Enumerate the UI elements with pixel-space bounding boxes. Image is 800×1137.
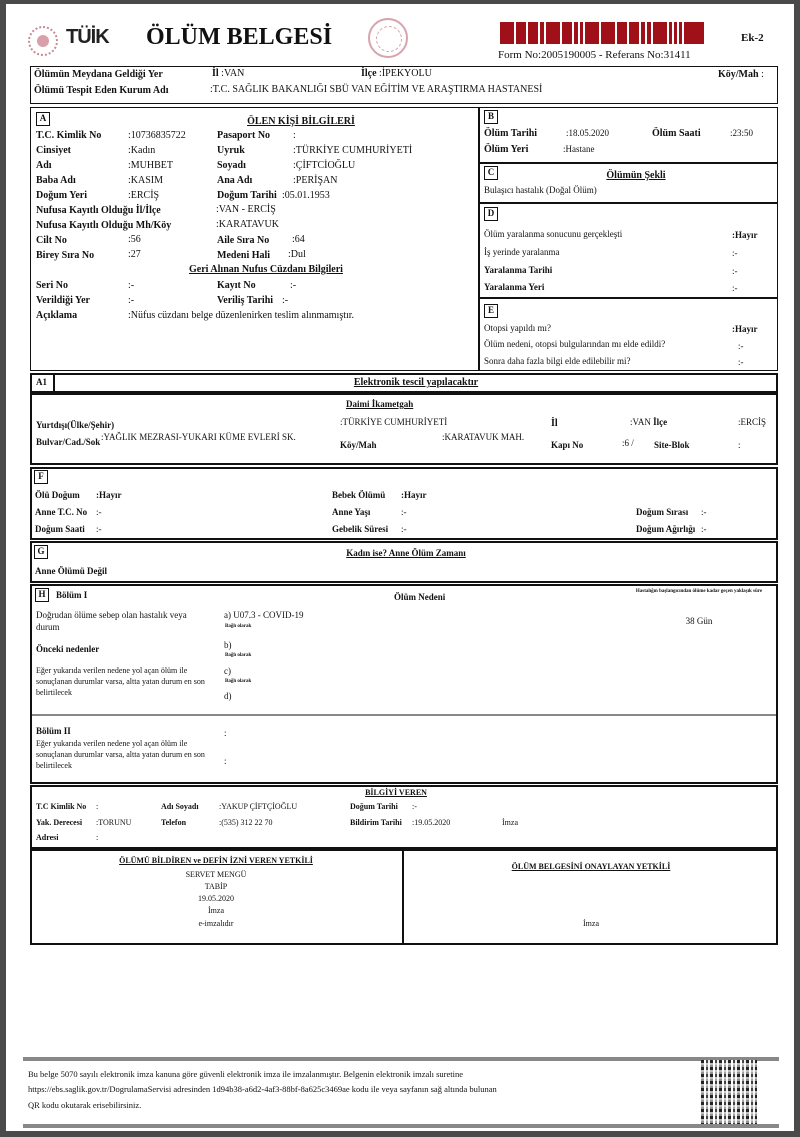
manner-of-death-value: Bulaşıcı hastalık (Doğal Ölüm) xyxy=(484,185,597,195)
section-c-title: Ölümün Şekli xyxy=(606,170,666,181)
passport-label: Pasaport No xyxy=(217,130,271,141)
section-a-title: ÖLEN KİŞİ BİLGİLERİ xyxy=(247,116,355,127)
cilt-value: :56 xyxy=(128,234,141,245)
divider xyxy=(32,714,776,716)
site-label: Site-Blok xyxy=(654,440,690,450)
kapi-label: Kapı No xyxy=(551,440,584,450)
section-g-title: Kadın ise? Anne Ölüm Zamanı xyxy=(346,548,466,558)
doctor-name: SERVET MENGÜ xyxy=(185,870,247,879)
more-info-value: :- xyxy=(738,357,744,367)
ilce-label: İlçe xyxy=(361,68,377,79)
qr-code-icon[interactable] xyxy=(701,1060,757,1128)
doctor-sign: İmza xyxy=(208,906,224,915)
stillbirth-value: :Hayır xyxy=(96,490,122,500)
approver-sign: İmza xyxy=(583,919,599,928)
birthdate-label: Doğum Tarihi xyxy=(217,190,277,201)
workplace-injury-label: İş yerinde yaralanma xyxy=(484,247,560,257)
seri-label: Seri No xyxy=(36,280,68,291)
more-info-label: Sonra daha fazla bilgi elde edilebilir mi? xyxy=(484,356,631,366)
verilis-label: Veriliş Tarihi xyxy=(217,295,274,306)
gender-label: Cinsiyet xyxy=(36,145,71,156)
mother-age-value: :- xyxy=(401,507,407,517)
informant-tc-label: T.C Kimlik No xyxy=(36,802,87,811)
medeni-label: Medeni Hali xyxy=(217,250,271,261)
birthplace-label: Doğum Yeri xyxy=(36,190,88,201)
divider xyxy=(53,374,55,392)
nationality-value: :TÜRKİYE CUMHURİYETİ xyxy=(293,145,413,156)
birey-label: Birey Sıra No xyxy=(36,250,95,261)
infant-death-label: Bebek Ölümü xyxy=(332,490,386,500)
injury-date-label: Yaralanma Tarihi xyxy=(484,265,553,275)
kapi-value: :6 / xyxy=(622,438,634,448)
section-f-tag: F xyxy=(34,470,48,484)
kayit-label: Kayıt No xyxy=(217,280,256,291)
footer-rule-top xyxy=(23,1057,779,1061)
medeni-value: :Dul xyxy=(288,249,306,260)
birth-weight-value: :- xyxy=(701,524,707,534)
nufus-seal-icon xyxy=(28,26,58,56)
section-a1-title: Elektronik tescil yapılacaktır xyxy=(353,377,479,388)
birthplace-value: :ERCİŞ xyxy=(128,190,160,201)
phone-label: Telefon xyxy=(161,818,187,827)
injury-place-value: :- xyxy=(732,283,738,293)
informant-name-label: Adı Soyadı xyxy=(161,802,199,811)
section-d-tag: D xyxy=(484,207,498,221)
barcode-icon xyxy=(500,22,720,44)
part2-value2: : xyxy=(224,756,227,766)
footer-line1: Bu belge 5070 sayılı elektronik imza kanuna göre güvenli elektronik imza ile imzalanmıştır. Belgenin elektronik imzalı suretine xyxy=(28,1069,464,1079)
section-b-tag: B xyxy=(484,110,498,124)
seri-value: :- xyxy=(128,280,135,291)
phone-value: :(535) 312 22 70 xyxy=(219,818,273,827)
informant-title: BİLGİYİ VEREN xyxy=(365,788,427,797)
birthdate-value: :05.01.1953 xyxy=(282,190,330,201)
cause-b-note: Bağlı olarak xyxy=(225,653,252,658)
tuik-logo-icon: TÜİK xyxy=(66,26,109,48)
section-a1-tag: A1 xyxy=(36,377,47,387)
right-authority-title: ÖLÜM BELGESİNİ ONAYLAYAN YETKİLİ xyxy=(511,862,671,871)
footer-rule-bottom xyxy=(23,1124,779,1128)
cause-of-death-title: Ölüm Nedeni xyxy=(394,592,446,602)
injury-value: :Hayır xyxy=(732,230,758,240)
tc-label: T.C. Kimlik No xyxy=(36,130,102,141)
informant-tc-value: : xyxy=(96,802,99,811)
koy-value: : xyxy=(761,69,764,80)
section-c xyxy=(479,163,778,203)
cause-d-letter: d) xyxy=(224,691,232,701)
notify-date-label: Bildirim Tarihi xyxy=(350,818,402,827)
aile-label: Aile Sıra No xyxy=(217,235,270,246)
footer-verify-link[interactable]: https://ebs.saglik.gov.tr/DogrulamaServisi adresinden 1d94b38-a6d2-4af3-88bf-8a625c3469ae kodu ile veya sayfanın sağ altında bulunan xyxy=(28,1084,497,1094)
divider xyxy=(402,850,404,944)
injury-place-label: Yaralanma Yeri xyxy=(484,282,545,292)
stillbirth-label: Ölü Doğum xyxy=(35,490,80,500)
institution-label: Ölümü Tespit Eden Kurum Adı xyxy=(34,85,169,96)
underlying-label: Eğer yukarıda verilen nedene yol açan ölüm ile sonuçlanan durumlar varsa, altta yatan durum en son belirtilecek xyxy=(36,666,205,697)
left-authority-title: ÖLÜMÜ BİLDİREN ve DEFİN İZNİ VEREN YETKİLİ xyxy=(119,856,313,865)
autopsy-findings-label: Ölüm nedeni, otopsi bulgularından mı elde edildi? xyxy=(484,339,666,349)
section-h-tag: H xyxy=(35,588,49,602)
informant-birth-value: :- xyxy=(412,802,417,811)
death-time-value: :23:50 xyxy=(730,128,754,138)
birth-time-label: Doğum Saati xyxy=(35,524,85,534)
footer-line3: QR kodu okutarak erisebilirsiniz. xyxy=(28,1100,142,1110)
passport-value: : xyxy=(293,130,296,141)
country-label: Yurtdışı(Ülke/Şehir) xyxy=(36,420,115,430)
gender-value: :Kadın xyxy=(128,145,156,156)
part2-desc: Eğer yukarıda verilen nedene yol açan ölüm ile sonuçlanan durumlar varsa, altta yatan durum en son belirtilecek xyxy=(36,739,205,770)
informant-name-value: :YAKUP ÇİFTÇİOĞLU xyxy=(219,802,298,811)
id-card-title: Geri Alınan Nufus Cüzdanı Bilgileri xyxy=(189,264,343,275)
mother-tc-value: :- xyxy=(96,507,102,517)
aile-value: :64 xyxy=(292,234,305,245)
a1-ilce-label: İlçe xyxy=(653,417,668,427)
street-value: :YAĞLIK MEZRASI-YUKARI KÜME EVLERİ SK. xyxy=(101,432,296,442)
informant-birth-label: Doğum Tarihi xyxy=(350,802,398,811)
tc-value: :10736835722 xyxy=(128,130,186,141)
a1-il-label: İl xyxy=(551,418,558,429)
notify-date-value: :19.05.2020 xyxy=(412,818,451,827)
ek-label: Ek-2 xyxy=(741,32,764,44)
saglik-bakanligi-seal-icon xyxy=(368,18,408,58)
cause-a-value: U07.3 - COVID-19 xyxy=(233,610,304,620)
koy-label: Köy/Mah xyxy=(718,69,759,80)
mah-value: :KARATAVUK MAH. xyxy=(442,432,525,442)
institution-value: :T.C. SAĞLIK BAKANLIĞI SBÜ VAN EĞİTİM VE ARAŞTIRMA HASTANESİ xyxy=(210,84,543,95)
surname-label: Soyadı xyxy=(217,160,246,171)
birth-weight-label: Doğum Ağırlığı xyxy=(636,524,696,534)
doctor-date: 19.05.2020 xyxy=(198,894,234,903)
birth-order-label: Doğum Sırası xyxy=(636,507,689,517)
il-value: :VAN xyxy=(221,68,245,79)
autopsy-findings-value: :- xyxy=(738,341,744,351)
reg-village-label: Nufusa Kayıtlı Olduğu Mh/Köy xyxy=(36,220,172,231)
gestation-label: Gebelik Süresi xyxy=(332,524,389,534)
reg-district-label: Nufusa Kayıtlı Olduğu İl/İlçe xyxy=(36,205,161,216)
gestation-value: :- xyxy=(401,524,407,534)
part2-label: Bölüm II xyxy=(36,726,71,736)
nationality-label: Uyruk xyxy=(217,145,245,156)
country-value: :TÜRKİYE CUMHURİYETİ xyxy=(340,417,448,427)
death-certificate-page xyxy=(6,4,794,1131)
part2-value1: : xyxy=(224,728,227,738)
reg-district-value: :VAN - ERCİŞ xyxy=(216,204,276,215)
autopsy-value: :Hayır xyxy=(732,324,758,334)
site-value: : xyxy=(738,440,741,450)
autopsy-label: Otopsi yapıldı mı? xyxy=(484,323,551,333)
maternal-death-value: Anne Ölümü Değil xyxy=(35,566,108,576)
previous-causes-label: Önceki nedenler xyxy=(36,644,100,654)
address-label: Adresi xyxy=(36,833,59,842)
page-title: ÖLÜM BELGESİ xyxy=(146,24,333,50)
form-reference: Form No:2005190005 - Referans No:31411 xyxy=(498,49,691,61)
aciklama-value: :Nüfus cüzdanı belge düzenlenirken teslim alınmamıştır. xyxy=(128,310,355,321)
section-e-tag: E xyxy=(484,304,498,318)
surname-value: :ÇİFTCİOĞLU xyxy=(293,160,356,171)
name-label: Adı xyxy=(36,160,52,171)
relation-value: :TORUNU xyxy=(96,818,132,827)
cause-c-letter: c) xyxy=(224,666,231,676)
cilt-label: Cilt No xyxy=(36,235,67,246)
cause-b-letter: b) xyxy=(224,640,232,650)
birth-time-value: :- xyxy=(96,524,102,534)
place-label: Ölümün Meydana Geldiği Yer xyxy=(34,69,163,80)
cause-c-note: Bağlı olarak xyxy=(225,679,252,684)
doctor-esign: e-imzalıdır xyxy=(198,919,234,928)
interval-title: Hastalığın başlangıcından ölüme kadar geçen yaklaşık süre xyxy=(635,589,763,594)
aciklama-label: Açıklama xyxy=(36,310,78,321)
ilce-value: :İPEKYOLU xyxy=(379,68,432,79)
reg-village-value: :KARATAVUK xyxy=(216,219,279,230)
death-date-value: :18.05.2020 xyxy=(566,128,610,138)
death-time-label: Ölüm Saati xyxy=(652,128,701,139)
a1-ilce-value: :ERCİŞ xyxy=(738,417,767,427)
injury-date-value: :- xyxy=(732,266,738,276)
mother-value: :PERİŞAN xyxy=(293,175,338,186)
a1-il-value: :VAN xyxy=(630,417,651,427)
father-value: :KASIM xyxy=(128,175,164,186)
il-label: İl xyxy=(212,68,219,79)
injury-label: Ölüm yaralanma sonucunu gerçekleşti xyxy=(484,229,623,239)
birey-value: :27 xyxy=(128,249,141,260)
workplace-injury-value: :- xyxy=(732,248,738,258)
verildigi-label: Verildiği Yer xyxy=(36,295,90,306)
direct-cause-label: Doğrudan ölüme sebep olan hastalık veya durum xyxy=(36,610,187,632)
section-c-tag: C xyxy=(484,166,498,180)
verildigi-value: :- xyxy=(128,295,135,306)
part1-label: Bölüm I xyxy=(56,590,88,600)
address-value: : xyxy=(96,833,99,842)
relation-label: Yak. Derecesi xyxy=(36,818,83,827)
death-place-value: :Hastane xyxy=(563,144,595,154)
cause-a-letter: a) xyxy=(224,610,231,620)
birth-order-value: :- xyxy=(701,507,707,517)
interval-value: 38 Gün xyxy=(685,616,713,626)
section-g-tag: G xyxy=(34,545,48,559)
death-date-label: Ölüm Tarihi xyxy=(484,128,538,139)
section-a-tag: A xyxy=(36,112,50,126)
mother-tc-label: Anne T.C. No xyxy=(35,507,88,517)
cause-a-note: Bağlı olarak xyxy=(225,624,252,629)
infant-death-value: :Hayır xyxy=(401,490,427,500)
kayit-value: :- xyxy=(290,280,297,291)
name-value: :MUHBET xyxy=(128,160,173,171)
mother-label: Ana Adı xyxy=(217,175,253,186)
street-label: Bulvar/Cad./Sok xyxy=(36,437,101,447)
verilis-value: :- xyxy=(282,295,289,306)
doctor-role: TABİP xyxy=(204,882,228,891)
mah-label: Köy/Mah xyxy=(340,440,377,450)
residence-subtitle: Daimi İkametgah xyxy=(346,399,414,409)
informant-sign-label: İmza xyxy=(502,818,518,827)
father-label: Baba Adı xyxy=(36,175,76,186)
death-place-label: Ölüm Yeri xyxy=(484,144,529,155)
mother-age-label: Anne Yaşı xyxy=(332,507,371,517)
